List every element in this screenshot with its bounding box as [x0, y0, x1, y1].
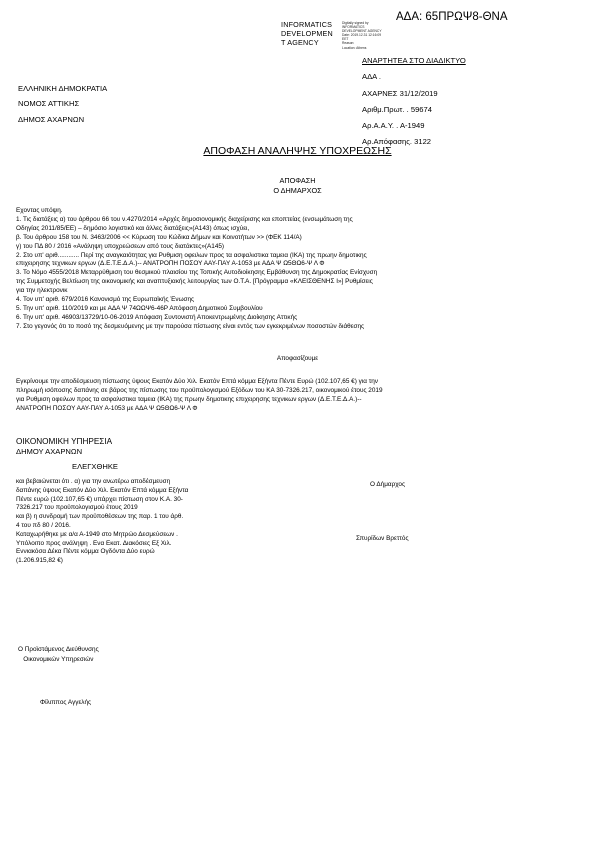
issuer-block — [18, 81, 107, 127]
stamp-detail: INFORMATICS — [342, 25, 365, 30]
stamp-detail: Date: 2019.12.31 12:16:09 — [342, 33, 382, 38]
body-line: επιχειρησης τεχνικων εργων (Δ.Ε.Τ.Ε.Δ.Α.)-- ΑΝΑΤΡΟΠΗ ΠΟΣΟΥ ΑΑΥ-ΠΑΥ Α-1053 με ΑΔΑ Ψ Ω5ΘΩ6-Ψ Λ Φ — [16, 260, 325, 268]
signer-name: Φίλιππος Αγγελής — [40, 699, 92, 706]
mayor-label: Ο Δήμαρχος — [370, 481, 406, 488]
finance-department — [16, 437, 112, 457]
aay-number: Αρ.Α.Α.Υ. . Α-1949 — [362, 121, 425, 131]
body-line: 2. Στο υπ' αριθ............ Περί της αναγκαιότητας για Ρυθμιση οφειλων προς τα ασφαλιστικα ταμεια (ΙΚΑ) της πρωην δημοτικης — [16, 251, 367, 259]
stamp-detail: Reason: — [342, 41, 355, 46]
body-line: Οδηγίας 2011/85/ΕΕ) – δημόσιο λογιστικό και άλλες διατάξεις»(Α143) όπως ισχύει, — [16, 224, 250, 232]
audit-line: (1.206.915,82 €) — [16, 557, 63, 565]
audit-line: Καταχωρήθηκε με α/α Α-1949 στο Μητρώο Δεσμεύσεων . — [16, 530, 178, 538]
body-line: γ) του ΠΔ 80 / 2016 «Ανάληψη υποχρεώσεων από τους διατάκτες»(Α145) — [16, 242, 225, 250]
audit-line: και βεβαιώνεται ότι . α) για την ανωτέρω αποδέσμευση — [16, 478, 171, 485]
municipality: ΔΗΜΟΣ ΑΧΑΡΝΩΝ — [18, 114, 85, 124]
body-line: 6. Την υπ' αριθ. 46903/13729/10-06-2019 Απόφαση Συντονιστή Αποκεντρωμένης Διοίκησης Αττικής — [16, 313, 298, 321]
mayor-name: Σπυρίδων Βρεττός — [356, 535, 409, 542]
body-line: β. Του άρθρου 158 του Ν. 3463/2006 << Κύρωση του Κώδικα Δήμων και Κοινοτήτων >> (ΦΕΚ 114/Α) — [16, 233, 302, 241]
body-line: της Συμμετοχής Βελτίωση της οικονομικής και αναπτυξιακής λειτουργίας των Ο.Τ.Α. [Πρόγραμμα «ΚΛΕΙΣΘΕΝΗΣ Ι»] Ρυθμίσεις — [16, 278, 373, 286]
body-line: 5. Την υπ' αριθ. 110/2019 και με ΑΔΑ Ψ 74ΩΩΨ6-46Ρ Απόφαση Δημοτικού Συμβουλίου — [16, 304, 263, 312]
country: ΕΛΛΗΝΙΚΗ ΔΗΜΟΚΡΑΤΙΑ — [18, 84, 108, 93]
considerations — [16, 207, 377, 332]
ada-code: ΑΔΑ: 65ΠΡΩΨ8-ΘΝΑ — [396, 11, 508, 23]
stamp-detail: EET — [342, 37, 349, 42]
date-field: ΑΧΑΡΝΕΣ 31/12/2019 — [362, 88, 438, 98]
decision-label: ΑΠΟΦΑΣΗ — [279, 176, 316, 185]
audit-certification — [16, 478, 188, 566]
decision-number: Αρ.Απόφασης. 3122 — [362, 137, 432, 147]
department-municipality: ΔΗΜΟΥ ΑΧΑΡΝΩΝ — [16, 447, 83, 456]
audit-line: και β) η συνδρομή των προϋποθέσεων της παρ. 1 του άρθ. — [16, 513, 184, 521]
stamp-detail: Digitally signed by — [342, 21, 369, 25]
document-reference-block — [362, 53, 466, 151]
digital-signature-stamp — [281, 21, 333, 47]
protocol-number: Αριθμ.Πρωτ. . 59674 — [362, 104, 432, 114]
finance-director-title — [18, 645, 99, 665]
stamp-detail: DEVELOPMENT AGENCY — [342, 29, 382, 34]
checked-label: ΕΛΕΓΧΘΗΚΕ — [72, 462, 118, 471]
ada-field: ΑΔΑ . — [362, 72, 382, 82]
department-name: ΟΙΚΟΝΟΜΙΚΗ ΥΠΗΡΕΣΙΑ — [16, 437, 113, 446]
document-title: ΑΠΟΦΑΣΗ ΑΝΑΛΗΨΗΣ ΥΠΟΧΡΕΩΣΗΣ — [203, 145, 392, 157]
stamp-line: DEVELOPMEN — [281, 28, 333, 38]
post-online-label: ΑΝΑΡΤΗΤΕΑ ΣΤΟ ΔΙΑΔΙΚΤΥΟ — [362, 56, 466, 65]
para-line: για Ρυθμιση οφειλων προς τα ασφαλιστικα ταμεια (ΙΚΑ) της πρωην δημοτικης επιχειρησης τεχνικων εργων (Δ.Ε.Τ.Ε.Δ.Α.)-- — [16, 396, 362, 404]
considering-label: Εχοντας υπόψη. — [16, 207, 63, 214]
body-line: 1. Τις διατάξεις α) του άρθρου 66 του ν.4270/2014 «Αρχές δημοσιονομικής διαχείρισης και εποπτείας (ενσωμάτωση της — [16, 215, 353, 223]
audit-line: Εννιακόσα Δέκα Πέντε κόμμα Ογδόντα Δύο ευρώ — [16, 548, 155, 556]
decision-paragraph — [16, 377, 383, 413]
decide-label: Αποφασίζουμε — [276, 355, 319, 362]
digital-signature-details — [342, 21, 382, 50]
director-line: Οικονομικών Υπηρεσιών — [23, 656, 94, 663]
body-line: 7. Στο γεγονός ότι το ποσό της δεσμευόμενης με την παρούσα πίστωσης είναι εντός των εγκεκριμένων ποσοστών διάθεσης — [16, 322, 365, 330]
stamp-line: INFORMATICS — [281, 20, 333, 29]
director-line: Ο Προϊστάμενος Διεύθυνσης — [18, 646, 99, 653]
para-line: ΑΝΑΤΡΟΠΗ ΠΟΣΟΥ ΑΑΥ-ΠΑΥ Α-1053 με ΑΔΑ Ψ Ω5ΘΩ6-Ψ Λ Φ — [16, 405, 198, 413]
stamp-detail: Location: Athens — [342, 45, 367, 50]
stamp-line: T AGENCY — [281, 37, 319, 47]
body-line: 3. Το Νόμο 4555/2018 Μεταρρύθμιση του θεσμικού πλαισίου της Τοπικής Αυτοδιοίκησης Εμβάθυνση της Δημοκρατίας Ενίσχυση — [16, 269, 378, 277]
audit-line: Πέντε ευρώ (102.107,65 €) υπάρχει πίστωση στον Κ.Α. 30- — [16, 495, 183, 503]
body-line: 4. Τον υπ' αριθ. 679/2016 Κανονισμό της Ευρωπαϊκής Ένωσης — [16, 296, 195, 304]
para-line: Εγκρίνουμε την αποδέσμευση πίστωσης ύψους Εκατόν Δύο Χιλ. Εκατόν Επτά κόμμα Εξήντα Πέντε Ευρώ (102.107,65 €) για την — [16, 378, 378, 385]
body-line: για την ηλεκτρονικ — [16, 287, 68, 295]
audit-line: δαπάνης ύψους Εκατόν Δύο Χιλ. Εκατόν Επτά κόμμα Εξήντα — [16, 486, 189, 494]
audit-line: 7326.217 του προϋπολογισμού έτους 2019 — [16, 504, 138, 512]
prefecture: ΝΟΜΟΣ ΑΤΤΙΚΗΣ — [18, 99, 80, 109]
audit-line: 4 του πδ 80 / 2016. — [16, 521, 71, 529]
decision-by: Ο ΔΗΜΑΡΧΟΣ — [273, 185, 322, 195]
para-line: πληρωμή ισόποσης δαπάνης σε βάρος της πίστωσης του προϋπολογισμού Εξόδων του ΚΑ 30-7326.217, οικονομικού έτους 2019 — [16, 387, 383, 395]
decision-heading — [0, 176, 595, 195]
audit-line: Υπόλοιπο προς ανάληψη . Ενα Εκατ. Διακόσιες Εξ Χιλ. — [16, 539, 172, 547]
